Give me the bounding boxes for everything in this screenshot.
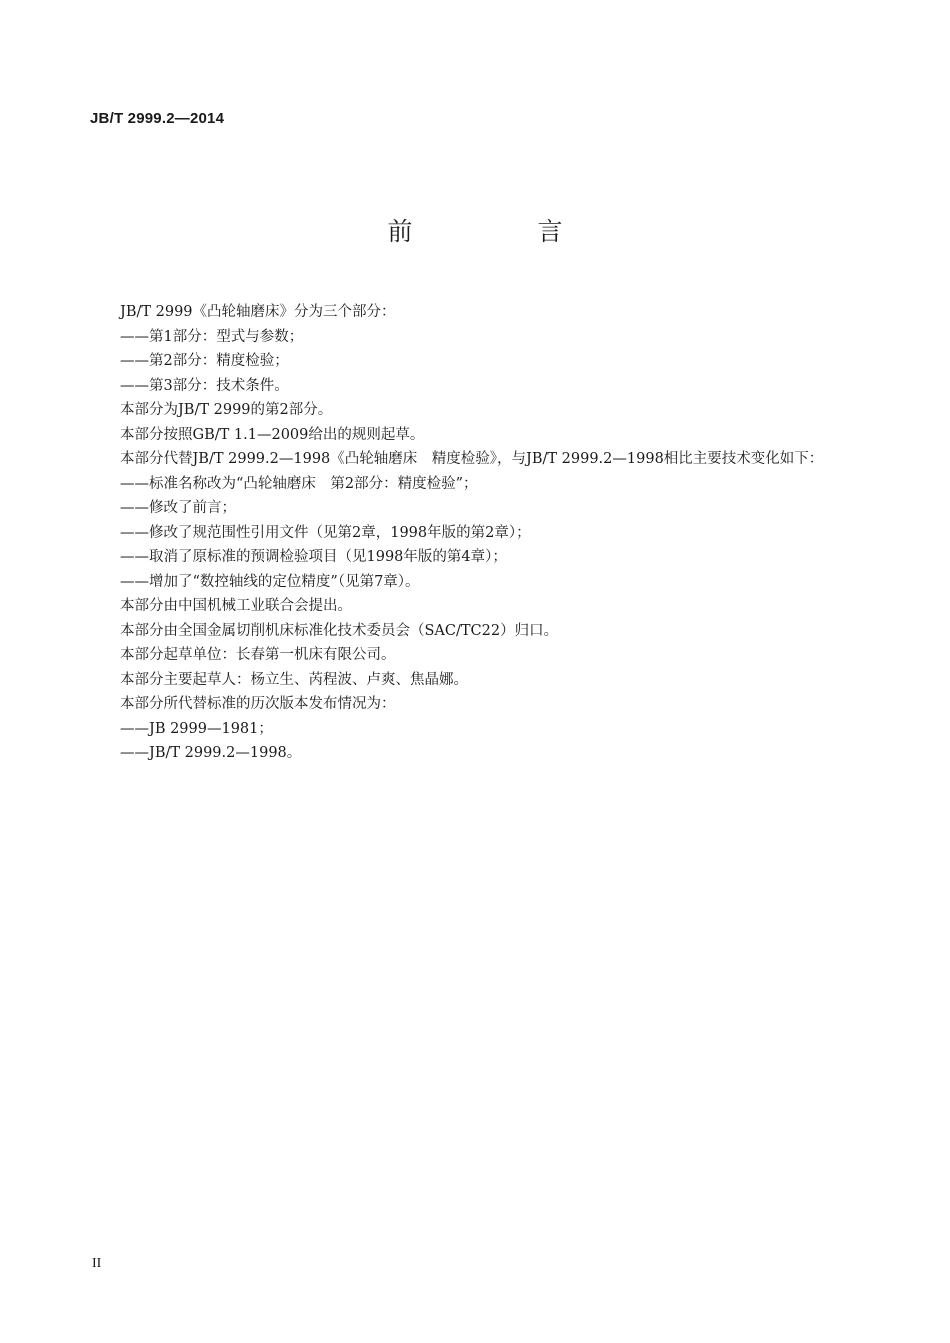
list-item-change-4: ——取消了原标准的预调检验项目（见1998年版的第4章）； — [120, 549, 507, 565]
list-item-history-1: ——JB 2999—1981； — [120, 720, 273, 737]
paragraph-parts-intro: JB/T 2999《凸轮轴磨床》分为三个部分： — [120, 304, 396, 320]
standard-code: JB/T 2999.2—2014 — [90, 110, 225, 127]
foreword-body — [90, 300, 860, 766]
list-item-change-1: ——标准名称改为“凸轮轴磨床 第2部分：精度检验”； — [120, 475, 478, 492]
page-title: 前 言 — [387, 217, 613, 246]
list-item-change-2: ——修改了前言； — [120, 500, 236, 516]
paragraph-replaces: 本部分代替JB/T 2999.2—1998《凸轮轴磨床 精度检验》，与JB/T 2999.2—1998相比主要技术变化如下： — [120, 451, 824, 467]
list-item-part-3: ——第3部分：技术条件。 — [120, 377, 289, 394]
paragraph-this-part: 本部分为JB/T 2999的第2部分。 — [120, 402, 333, 418]
paragraph-under-jurisdiction: 本部分由全国金属切削机床标准化技术委员会（SAC/TC22）归口。 — [120, 622, 559, 639]
list-item-part-2: ——第2部分：精度检验； — [120, 353, 289, 369]
paragraph-history-intro: 本部分所代替标准的历次版本发布情况为： — [120, 696, 396, 712]
list-item-change-3: ——修改了规范围性引用文件（见第2章，1998年版的第2章）； — [120, 524, 531, 541]
paragraph-drafting-unit: 本部分起草单位：长春第一机床有限公司。 — [120, 647, 396, 663]
page-number: II — [92, 1256, 102, 1271]
paragraph-drafters: 本部分主要起草人：杨立生、芮程波、卢爽、焦晶娜。 — [120, 671, 468, 688]
list-item-part-1: ——第1部分：型式与参数； — [120, 328, 304, 345]
paragraph-drafting-rules: 本部分按照GB/T 1.1—2009给出的规则起草。 — [120, 426, 425, 443]
list-item-history-2: ——JB/T 2999.2—1998。 — [120, 745, 302, 761]
paragraph-proposed-by: 本部分由中国机械工业联合会提出。 — [120, 598, 352, 614]
list-item-change-5: ——增加了“数控轴线的定位精度”（见第7章）。 — [120, 573, 420, 590]
